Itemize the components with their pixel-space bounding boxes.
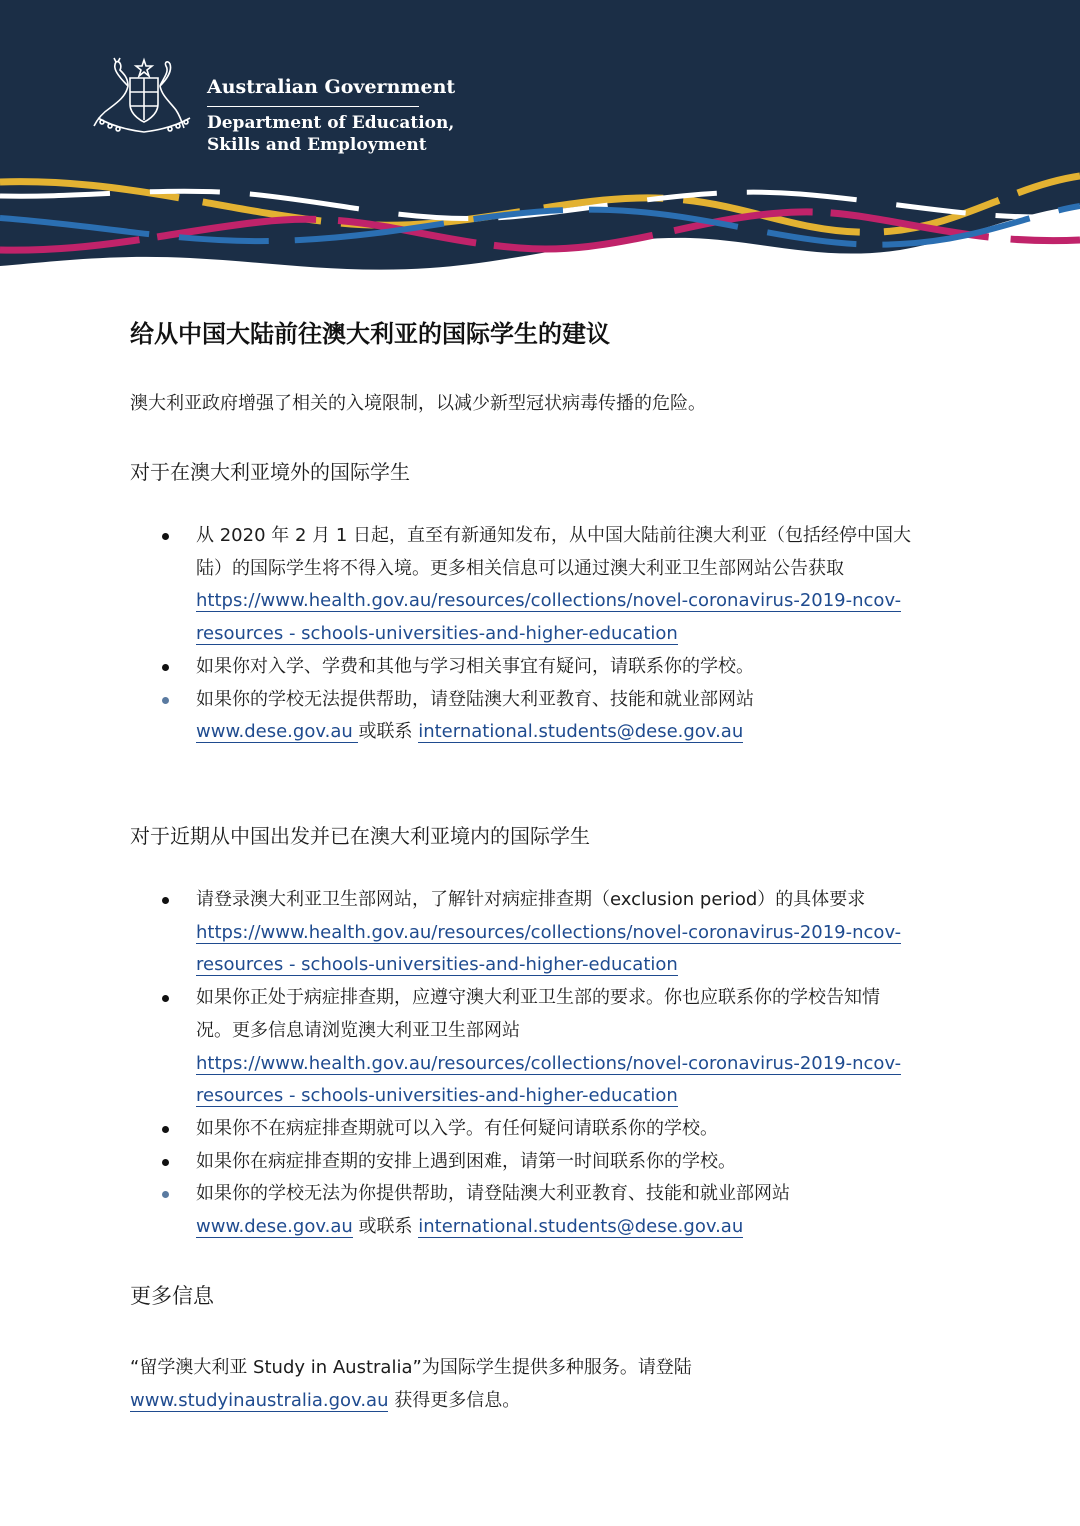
department-line-1: Department of Education, bbox=[207, 113, 455, 133]
list-item bbox=[130, 1178, 950, 1243]
bullet-icon bbox=[162, 897, 169, 904]
bullet-icon bbox=[162, 1191, 169, 1198]
intro-paragraph: 澳大利亚政府增强了相关的入境限制，以减少新型冠状病毒传播的危险。 bbox=[130, 393, 706, 414]
bullet-text: 如果你的学校无法为你提供帮助，请登陆澳大利亚教育、技能和就业部网站 bbox=[196, 1183, 790, 1205]
or-contact-text: 或联系 bbox=[358, 1216, 413, 1238]
dese-email-link[interactable]: international.students@dese.gov.au bbox=[418, 721, 744, 743]
bullet-text: 况。更多信息请浏览澳大利亚卫生部网站 bbox=[196, 1019, 520, 1041]
dese-website-link[interactable]: www.dese.gov.au bbox=[196, 1216, 353, 1238]
more-info-tail: 获得更多信息。 bbox=[394, 1389, 521, 1411]
bullet-text: 请登录澳大利亚卫生部网站，了解针对病症排查期（exclusion period）的具体要求 bbox=[196, 889, 866, 910]
dese-email-link[interactable]: international.students@dese.gov.au bbox=[418, 1216, 744, 1238]
health-gov-link-continued[interactable]: resources - schools-universities-and-higher-education bbox=[196, 623, 678, 645]
bullet-icon bbox=[162, 533, 169, 540]
department-name bbox=[207, 112, 454, 156]
more-info-text: “留学澳大利亚 Study in Australia”为国际学生提供多种服务。请登陆 bbox=[130, 1357, 692, 1378]
bullet-icon bbox=[162, 697, 169, 704]
header-banner bbox=[0, 0, 1080, 300]
bullet-icon bbox=[162, 1159, 169, 1166]
wave-banner bbox=[0, 0, 1080, 300]
health-gov-link[interactable]: https://www.health.gov.au/resources/collections/novel-coronavirus-2019-ncov- bbox=[196, 1052, 902, 1074]
department-line-2: Skills and Employment bbox=[207, 135, 427, 155]
bullet-text: 陆）的国际学生将不得入境。更多相关信息可以通过澳大利亚卫生部网站公告获取 bbox=[196, 557, 844, 579]
bullet-text: 如果你不在病症排查期就可以入学。有任何疑问请联系你的学校。 bbox=[196, 1117, 718, 1139]
bullet-icon bbox=[162, 664, 169, 671]
bullet-text: 如果你对入学、学费和其他与学习相关事宜有疑问，请联系你的学校。 bbox=[196, 655, 754, 677]
page-title: 给从中国大陆前往澳大利亚的国际学生的建议 bbox=[130, 320, 610, 348]
list-item bbox=[130, 982, 950, 1113]
coat-of-arms-icon bbox=[88, 56, 200, 140]
section2-bullet-list bbox=[130, 884, 950, 1244]
header-divider bbox=[207, 106, 419, 107]
government-name: Australian Government bbox=[207, 76, 456, 98]
list-item bbox=[130, 884, 950, 982]
bullet-icon bbox=[162, 995, 169, 1002]
bullet-text: 如果你正处于病症排查期，应遵守澳大利亚卫生部的要求。你也应联系你的学校告知情 bbox=[196, 987, 880, 1009]
bullet-icon bbox=[162, 1126, 169, 1133]
list-item bbox=[130, 651, 950, 684]
health-gov-link-continued[interactable]: resources - schools-universities-and-higher-education bbox=[196, 954, 678, 976]
section-heading-inside-australia: 对于近期从中国出发并已在澳大利亚境内的国际学生 bbox=[130, 824, 590, 848]
list-item bbox=[130, 520, 950, 651]
health-gov-link-continued[interactable]: resources - schools-universities-and-higher-education bbox=[196, 1085, 678, 1107]
section1-bullet-list bbox=[130, 520, 950, 749]
more-info-paragraph bbox=[130, 1352, 692, 1417]
health-gov-link[interactable]: https://www.health.gov.au/resources/collections/novel-coronavirus-2019-ncov- bbox=[196, 590, 902, 612]
list-item bbox=[130, 684, 950, 749]
or-contact-text: 或联系 bbox=[358, 721, 413, 743]
section-heading-more-info: 更多信息 bbox=[130, 1284, 214, 1308]
dese-website-link[interactable]: www.dese.gov.au bbox=[196, 721, 359, 743]
bullet-text: 如果你在病症排查期的安排上遇到困难，请第一时间联系你的学校。 bbox=[196, 1150, 736, 1172]
study-in-australia-link[interactable]: www.studyinaustralia.gov.au bbox=[130, 1389, 389, 1411]
health-gov-link[interactable]: https://www.health.gov.au/resources/collections/novel-coronavirus-2019-ncov- bbox=[196, 921, 902, 943]
list-item bbox=[130, 1146, 950, 1179]
bullet-text: 从 2020 年 2 月 1 日起，直至有新通知发布，从中国大陆前往澳大利亚（包括经停中国大 bbox=[196, 525, 912, 546]
section-heading-outside-australia: 对于在澳大利亚境外的国际学生 bbox=[130, 460, 410, 484]
bullet-text: 如果你的学校无法提供帮助，请登陆澳大利亚教育、技能和就业部网站 bbox=[196, 688, 754, 710]
list-item bbox=[130, 1113, 950, 1146]
